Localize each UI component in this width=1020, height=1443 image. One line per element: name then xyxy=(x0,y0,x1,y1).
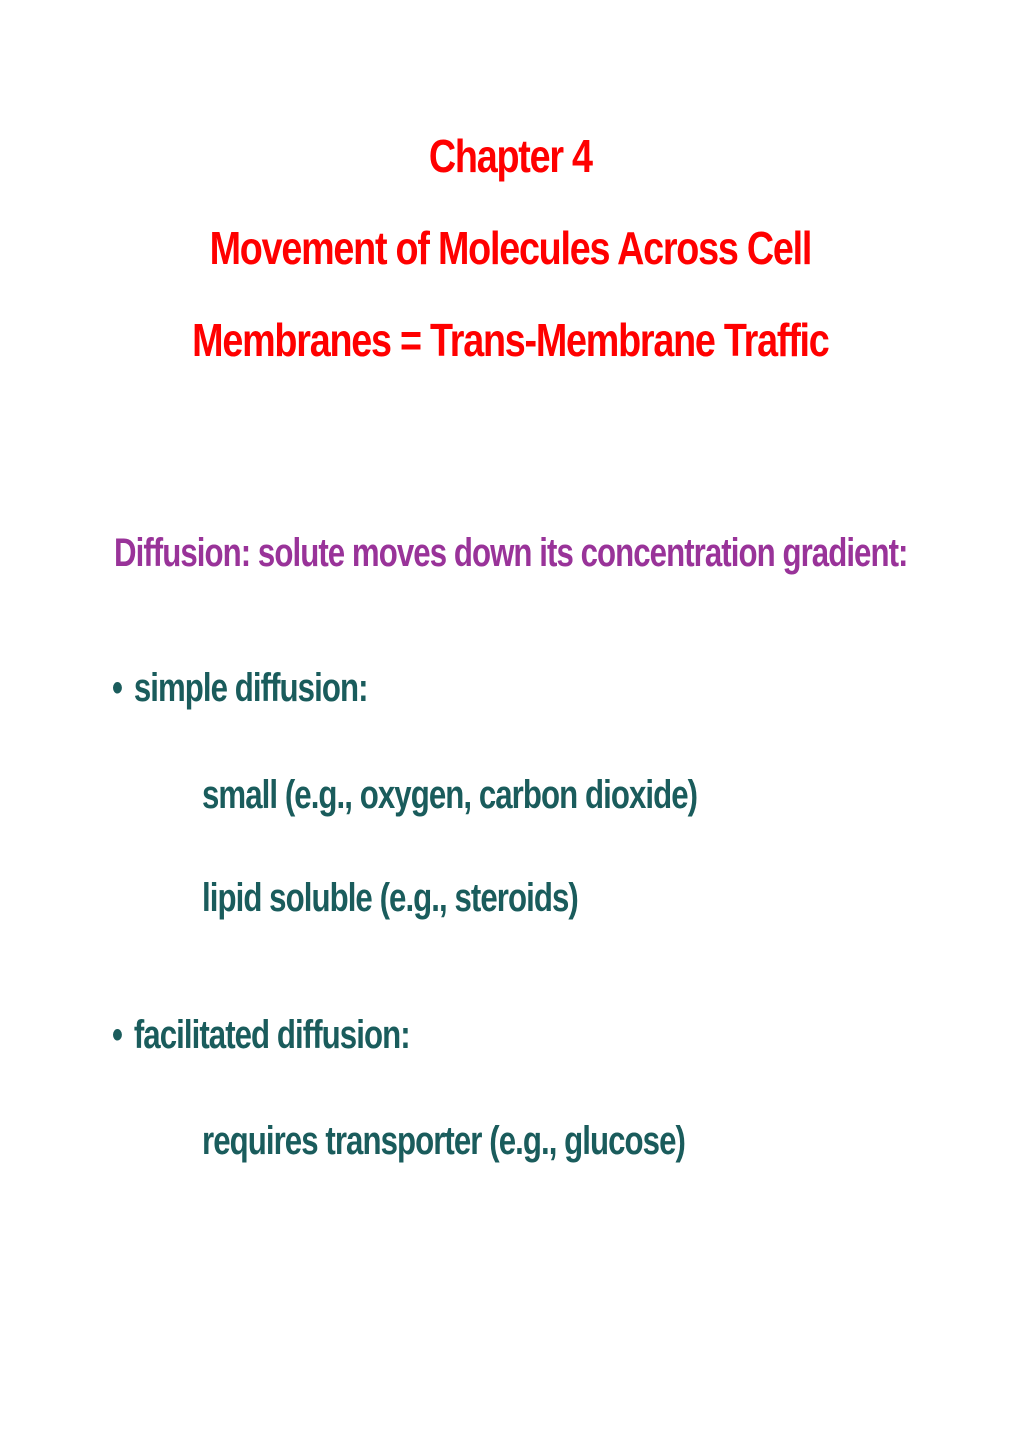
bullet-marker: • xyxy=(112,1013,122,1057)
bullet-marker: • xyxy=(112,666,122,710)
bullet-simple-diffusion xyxy=(112,665,368,711)
slide-title-line-1: Chapter 4 xyxy=(428,130,592,182)
section-heading: Diffusion: solute moves down its concentration gradient: xyxy=(114,531,908,575)
slide-title-line-2: Movement of Molecules Across Cell xyxy=(209,222,812,274)
sub-item: lipid soluble (e.g., steroids) xyxy=(202,876,578,920)
sub-item: small (e.g., oxygen, carbon dioxide) xyxy=(202,773,698,817)
slide-title-line-3: Membranes = Trans-Membrane Traffic xyxy=(192,314,829,366)
sub-item: requires transporter (e.g., glucose) xyxy=(202,1119,685,1163)
bullet-label: simple diffusion: xyxy=(133,666,368,710)
bullet-label: facilitated diffusion: xyxy=(133,1013,410,1057)
bullet-facilitated-diffusion xyxy=(112,1012,410,1058)
